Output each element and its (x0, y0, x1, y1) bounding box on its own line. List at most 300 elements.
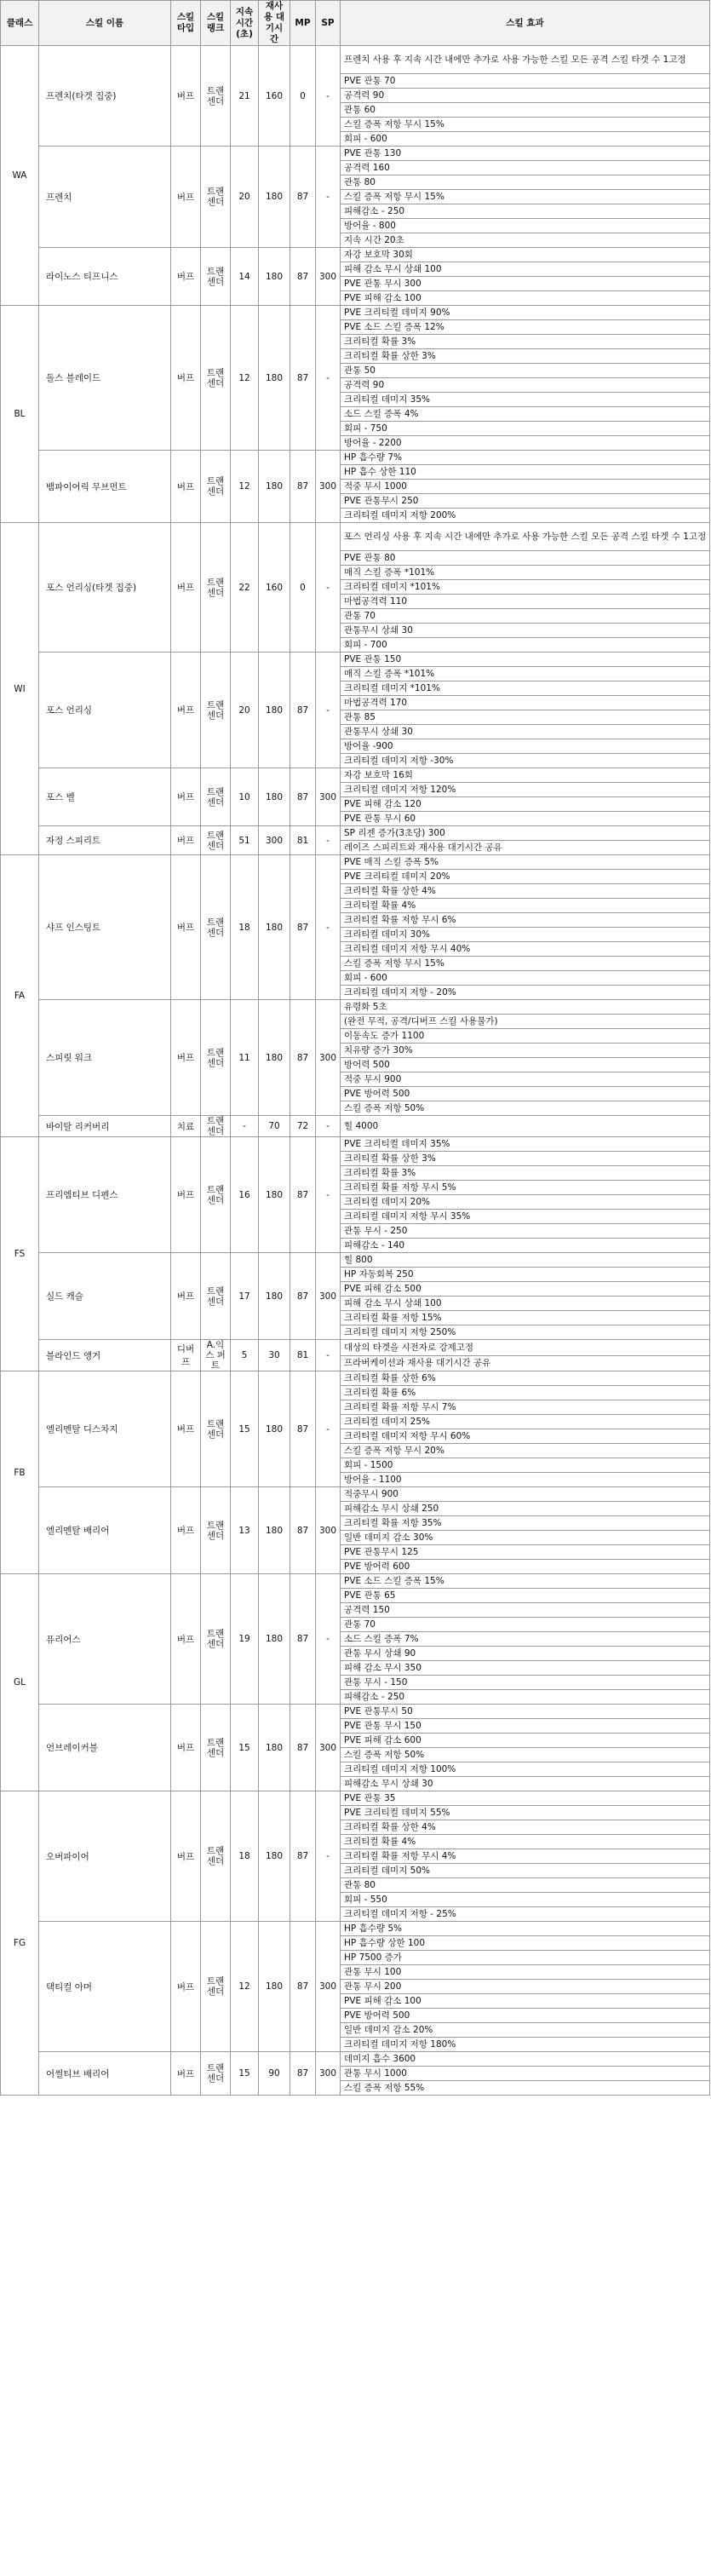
skill-sp: - (316, 1371, 341, 1487)
skill-name: 바이탈 리커버리 (39, 1116, 171, 1137)
table-row (1, 653, 710, 667)
skill-effect: PVE 관통 무시 60 (341, 812, 710, 826)
skill-mp: 87 (290, 1253, 316, 1340)
skill-effect: 프렌치 사용 후 지속 시간 내에만 추가로 사용 가능한 스킬 모든 공격 스킬 타겟 수 1고정 (341, 46, 710, 74)
skill-duration: 18 (231, 855, 259, 1000)
skill-cooldown: 180 (259, 1574, 290, 1705)
skill-cooldown: 180 (259, 768, 290, 826)
skill-cooldown: 180 (259, 147, 290, 248)
table-row (1, 1340, 710, 1356)
skill-cooldown: 90 (259, 2052, 290, 2096)
skill-effect: PVE 관통 무시 150 (341, 1719, 710, 1734)
skill-name: 자정 스피리트 (39, 826, 171, 855)
skill-mp: 87 (290, 147, 316, 248)
skill-effect: 스킬 증폭 저항 50% (341, 1748, 710, 1762)
skill-effect: 크리티컬 데미지 저항 250% (341, 1325, 710, 1340)
table-row (1, 826, 710, 841)
class-cell: WI (1, 523, 39, 855)
skill-duration: 15 (231, 1705, 259, 1791)
skill-effect: PVE 관통 150 (341, 653, 710, 667)
skill-name: 프렌치(타겟 집중) (39, 46, 171, 147)
skill-effect: PVE 크리티컬 데미지 90% (341, 306, 710, 320)
skill-name: 라이노스 티프니스 (39, 248, 171, 306)
skill-type: 버프 (171, 147, 201, 248)
skill-effect: 피해감소 무시 상쇄 250 (341, 1502, 710, 1516)
skill-duration: 15 (231, 1371, 259, 1487)
skill-effect: 크리티컬 데미지 저항 무시 35% (341, 1210, 710, 1224)
table-row (1, 248, 710, 262)
skill-mp: 87 (290, 1371, 316, 1487)
skill-effect: 크리티컬 확률 3% (341, 1166, 710, 1181)
table-row (1, 306, 710, 320)
skill-effect: 일반 데미지 감소 30% (341, 1531, 710, 1545)
skill-mp: 81 (290, 1340, 316, 1371)
skill-effect: 스킬 증폭 저항 무시 15% (341, 957, 710, 971)
skill-duration: 15 (231, 2052, 259, 2096)
skill-type: 버프 (171, 248, 201, 306)
skill-duration: 21 (231, 46, 259, 147)
skill-effect: 크리티컬 데미지 저항 100% (341, 1762, 710, 1777)
skill-effect: PVE 피해 감소 100 (341, 291, 710, 306)
skill-effect: 회피 - 700 (341, 638, 710, 653)
skill-effect: HP 흡수량 상한 100 (341, 1936, 710, 1951)
skill-effect: 크리티컬 데미지 저항 - 25% (341, 1907, 710, 1922)
skill-effect: 크리티컬 확률 상한 4% (341, 1820, 710, 1835)
header-skill-type: 스킬 타입 (171, 1, 201, 46)
skill-name: 퓨리어스 (39, 1574, 171, 1705)
skill-effect: PVE 방어력 500 (341, 2009, 710, 2023)
skill-effect: PVE 크리티컬 데미지 35% (341, 1137, 710, 1152)
skill-effect: 힐 4000 (341, 1116, 710, 1137)
skill-effect: 크리티컬 데미지 30% (341, 928, 710, 942)
skill-effect: 피해감소 - 250 (341, 1690, 710, 1705)
skill-cooldown: 180 (259, 1791, 290, 1922)
table-row (1, 1574, 710, 1589)
skill-duration: 17 (231, 1253, 259, 1340)
skill-name: 샤프 인스팅트 (39, 855, 171, 1000)
skill-effect: 크리티컬 확률 저항 무시 4% (341, 1849, 710, 1864)
skill-effect: 크리티컬 데미지 저항 - 20% (341, 986, 710, 1000)
skill-name: 뱀파이어릭 무브먼트 (39, 451, 171, 523)
skill-cooldown: 180 (259, 653, 290, 768)
class-cell: WA (1, 46, 39, 306)
skill-effect: PVE 관통 65 (341, 1589, 710, 1603)
skill-effect: 피해 감소 무시 상쇄 100 (341, 262, 710, 277)
skill-effect: PVE 관통 무시 300 (341, 277, 710, 291)
skill-effect: (완전 무적, 공격/디버프 스킬 사용불가) (341, 1015, 710, 1029)
skill-sp: - (316, 306, 341, 451)
skill-effect: 매직 스킬 증폭 *101% (341, 667, 710, 681)
skill-effect: PVE 크리티컬 데미지 55% (341, 1806, 710, 1820)
skill-sp: 300 (316, 248, 341, 306)
skill-rank: 트랜 센더 (201, 1371, 231, 1487)
table-row (1, 523, 710, 551)
skill-effect: 지속 시간 20초 (341, 233, 710, 248)
header-sp: SP (316, 1, 341, 46)
skill-effect: 적중 무시 1000 (341, 480, 710, 494)
skill-rank: 트랜 센더 (201, 1922, 231, 2052)
skill-name: 오버파이어 (39, 1791, 171, 1922)
table-row (1, 1000, 710, 1015)
skill-effect: 관통무시 상쇄 30 (341, 725, 710, 739)
skill-type: 디버프 (171, 1340, 201, 1371)
skill-effect: 마법공격력 110 (341, 595, 710, 609)
skill-effect: 유령화 5초 (341, 1000, 710, 1015)
skill-effect: 스킬 증폭 저항 무시 15% (341, 190, 710, 204)
skill-sp: 300 (316, 1253, 341, 1340)
skill-sp: - (316, 653, 341, 768)
skill-effect: 이동속도 증가 1100 (341, 1029, 710, 1044)
skill-effect: 크리티컬 데미지 저항 120% (341, 783, 710, 797)
skill-effect: HP 흡수 상한 110 (341, 465, 710, 480)
skill-mp: 87 (290, 2052, 316, 2096)
skill-effect: 크리티컬 확률 3% (341, 335, 710, 349)
skill-mp: 87 (290, 1000, 316, 1116)
skill-rank: 트랜 센더 (201, 523, 231, 653)
skill-effect: 크리티컬 확률 상한 3% (341, 1152, 710, 1166)
table-row (1, 1253, 710, 1268)
skill-effect: PVE 크리티컬 데미지 20% (341, 870, 710, 884)
skill-effect: 크리티컬 데미지 저항 180% (341, 2038, 710, 2052)
skill-mp: 87 (290, 1137, 316, 1253)
skill-mp: 0 (290, 46, 316, 147)
skill-type: 버프 (171, 826, 201, 855)
skill-duration: 10 (231, 768, 259, 826)
skill-effect: 관통 80 (341, 1878, 710, 1893)
skill-effect: 방어율 - 2200 (341, 436, 710, 451)
table-row (1, 768, 710, 783)
skill-mp: 87 (290, 451, 316, 523)
skill-effect: PVE 관통 80 (341, 551, 710, 566)
skill-cooldown: 180 (259, 1253, 290, 1340)
skill-effect: 관통 80 (341, 175, 710, 190)
skill-type: 버프 (171, 855, 201, 1000)
table-row (1, 1487, 710, 1502)
table-row (1, 147, 710, 161)
skill-effect: 포스 언리싱 사용 후 지속 시간 내에만 추가로 사용 가능한 스킬 모든 공격 스킬 타겟 수 1고정 (341, 523, 710, 551)
skill-rank: 트랜 센더 (201, 768, 231, 826)
header-effect: 스킬 효과 (341, 1, 710, 46)
skill-rank: 트랜 센더 (201, 147, 231, 248)
skill-rank: 트랜 센더 (201, 306, 231, 451)
skill-sp: 300 (316, 768, 341, 826)
skill-duration: 12 (231, 1922, 259, 2052)
skill-rank: 트랜 센더 (201, 248, 231, 306)
skill-effect: PVE 피해 감소 500 (341, 1282, 710, 1297)
skill-type: 버프 (171, 653, 201, 768)
skill-effect: 관통 70 (341, 609, 710, 624)
skill-effect: PVE 관통무시 50 (341, 1705, 710, 1719)
skill-effect: 회피 - 550 (341, 1893, 710, 1907)
skill-effect: 피해감소 - 250 (341, 204, 710, 219)
skill-effect: 크리티컬 데미지 *101% (341, 681, 710, 696)
skill-effect: 크리티컬 확률 저항 35% (341, 1516, 710, 1531)
skill-type: 버프 (171, 1137, 201, 1253)
class-cell: GL (1, 1574, 39, 1791)
skill-effect: 크리티컬 확률 6% (341, 1386, 710, 1400)
skill-type: 버프 (171, 1000, 201, 1116)
skill-cooldown: 30 (259, 1340, 290, 1371)
skill-name: 엘리멘탈 배리어 (39, 1487, 171, 1574)
skill-effect: 관통 무시 상쇄 90 (341, 1647, 710, 1661)
skill-sp: - (316, 1116, 341, 1137)
skill-effect: PVE 관통 35 (341, 1791, 710, 1806)
skill-effect: 관통 무시 - 150 (341, 1676, 710, 1690)
skill-name: 프리엠티브 디펜스 (39, 1137, 171, 1253)
table-row (1, 2052, 710, 2067)
skill-effect: 크리티컬 확률 상한 3% (341, 349, 710, 364)
skill-name: 엘리멘탈 디스차지 (39, 1371, 171, 1487)
skill-cooldown: 160 (259, 523, 290, 653)
skill-rank: 트랜 센더 (201, 826, 231, 855)
skill-type: 버프 (171, 451, 201, 523)
skill-effect: 크리티컬 확률 저항 15% (341, 1311, 710, 1325)
skill-effect: 소드 스킬 증폭 4% (341, 407, 710, 422)
skill-type: 버프 (171, 1253, 201, 1340)
class-cell: FG (1, 1791, 39, 2096)
skill-mp: 87 (290, 306, 316, 451)
skill-type: 버프 (171, 1791, 201, 1922)
skill-effect: PVE 관통 70 (341, 74, 710, 89)
skill-rank: 트랜 센더 (201, 1791, 231, 1922)
skill-rank: 트랜 센더 (201, 653, 231, 768)
skill-effect: 스킬 증폭 저항 55% (341, 2081, 710, 2096)
table-row (1, 855, 710, 870)
skill-mp: 81 (290, 826, 316, 855)
skill-effect: 관통 무시 100 (341, 1965, 710, 1980)
skill-type: 버프 (171, 1371, 201, 1487)
skill-sp: - (316, 1791, 341, 1922)
skill-name: 프렌치 (39, 147, 171, 248)
skill-type: 버프 (171, 768, 201, 826)
skill-effect: 관통 50 (341, 364, 710, 378)
skill-effect: 공격력 90 (341, 378, 710, 393)
skill-effect: PVE 매직 스킬 증폭 5% (341, 855, 710, 870)
skill-effect: 관통 무시 200 (341, 1980, 710, 1994)
skill-effect: 크리티컬 확률 4% (341, 899, 710, 913)
skill-effect: 피해감소 - 140 (341, 1239, 710, 1253)
skill-effect: 회피 - 750 (341, 422, 710, 436)
table-row (1, 1922, 710, 1936)
skill-duration: 18 (231, 1791, 259, 1922)
skill-cooldown: 180 (259, 1137, 290, 1253)
skill-effect: PVE 피해 감소 120 (341, 797, 710, 812)
skill-mp: 0 (290, 523, 316, 653)
skill-duration: 11 (231, 1000, 259, 1116)
class-cell: FS (1, 1137, 39, 1371)
skill-effect: 치유량 증가 30% (341, 1044, 710, 1058)
skill-name: 포스 벨 (39, 768, 171, 826)
header-skill-name: 스킬 이름 (39, 1, 171, 46)
skill-effect: 방어율 -900 (341, 739, 710, 754)
skill-cooldown: 300 (259, 826, 290, 855)
skill-type: 버프 (171, 306, 201, 451)
header-class: 클래스 (1, 1, 39, 46)
skill-mp: 72 (290, 1116, 316, 1137)
skill-effect: 공격력 160 (341, 161, 710, 175)
skill-mp: 87 (290, 1487, 316, 1574)
skill-effect: 관통 85 (341, 710, 710, 725)
skill-duration: 12 (231, 306, 259, 451)
skill-rank: 트랜 센더 (201, 1116, 231, 1137)
table-row (1, 1371, 710, 1386)
skill-mp: 87 (290, 1791, 316, 1922)
skill-sp: - (316, 523, 341, 653)
skill-duration: 13 (231, 1487, 259, 1574)
skill-sp: 300 (316, 1000, 341, 1116)
table-row (1, 451, 710, 465)
skill-effect: 크리티컬 데미지 저항 무시 60% (341, 1429, 710, 1444)
skill-effect: HP 흡수량 7% (341, 451, 710, 465)
skill-rank: 트랜 센더 (201, 1574, 231, 1705)
skill-effect: 크리티컬 데미지 저항 200% (341, 509, 710, 523)
skill-effect: 피해감소 무시 상쇄 30 (341, 1777, 710, 1791)
skill-effect: 크리티컬 데미지 저항 -30% (341, 754, 710, 768)
skill-sp: - (316, 1574, 341, 1705)
skill-effect: 크리티컬 데미지 25% (341, 1415, 710, 1429)
skill-effect: 공격력 150 (341, 1603, 710, 1618)
skill-table-body (1, 46, 710, 2096)
skill-mp: 87 (290, 1705, 316, 1791)
skill-effect: 크리티컬 데미지 20% (341, 1195, 710, 1210)
skill-effect: 자강 보호막 30회 (341, 248, 710, 262)
skill-cooldown: 180 (259, 855, 290, 1000)
skill-sp: - (316, 147, 341, 248)
skill-rank: 트랜 센더 (201, 1487, 231, 1574)
skill-effect: 크리티컬 확률 상한 4% (341, 884, 710, 899)
skill-name: 택티컬 아머 (39, 1922, 171, 2052)
skill-duration: 20 (231, 147, 259, 248)
skill-type: 버프 (171, 2052, 201, 2096)
skill-mp: 87 (290, 248, 316, 306)
skill-rank: 트랜 센더 (201, 451, 231, 523)
table-row (1, 1116, 710, 1137)
class-cell: BL (1, 306, 39, 523)
skill-effect: 스킬 증폭 저항 50% (341, 1101, 710, 1116)
skill-effect: 크리티컬 데미지 50% (341, 1864, 710, 1878)
header-skill-rank: 스킬 랭크 (201, 1, 231, 46)
skill-rank: 트랜 센더 (201, 855, 231, 1000)
skill-effect: PVE 관통무시 250 (341, 494, 710, 509)
skill-effect: 피해 감소 무시 상쇄 100 (341, 1297, 710, 1311)
skill-effect: 크리티컬 확률 저항 무시 5% (341, 1181, 710, 1195)
skill-duration: 22 (231, 523, 259, 653)
skill-mp: 87 (290, 653, 316, 768)
skill-name: 실드 캐슬 (39, 1253, 171, 1340)
skill-effect: 크리티컬 데미지 *101% (341, 580, 710, 595)
skill-effect: 관통 무시 - 250 (341, 1224, 710, 1239)
skill-rank: 트랜 센더 (201, 46, 231, 147)
skill-sp: - (316, 46, 341, 147)
class-cell: FB (1, 1371, 39, 1574)
skill-effect: 공격력 90 (341, 89, 710, 103)
skill-effect: 회피 - 600 (341, 132, 710, 147)
skill-sp: - (316, 1137, 341, 1253)
skill-type: 버프 (171, 1574, 201, 1705)
skill-effect: 관통 무시 1000 (341, 2067, 710, 2081)
skill-cooldown: 180 (259, 306, 290, 451)
skill-rank: 트랜 센더 (201, 1000, 231, 1116)
skill-name: 어썰티브 배리어 (39, 2052, 171, 2096)
skill-effect: 대상의 타겟을 시전자로 강제고정 (341, 1340, 710, 1356)
skill-effect: HP 7500 증가 (341, 1951, 710, 1965)
skill-duration: 5 (231, 1340, 259, 1371)
skill-rank: 트랜 센더 (201, 1137, 231, 1253)
skill-type: 치료 (171, 1116, 201, 1137)
skill-effect: 회피 - 600 (341, 971, 710, 986)
skill-cooldown: 180 (259, 1705, 290, 1791)
header-cooldown: 재사용 대기시간 (259, 1, 290, 46)
skill-duration: 51 (231, 826, 259, 855)
skill-effect: 마법공격력 170 (341, 696, 710, 710)
class-cell: FA (1, 855, 39, 1137)
skill-effect: 힐 800 (341, 1253, 710, 1268)
skill-sp: 300 (316, 451, 341, 523)
skill-effect: 크리티컬 확률 4% (341, 1835, 710, 1849)
table-row (1, 1791, 710, 1806)
skill-name: 블라인드 앵거 (39, 1340, 171, 1371)
skill-effect: 크리티컬 확률 저항 무시 7% (341, 1400, 710, 1415)
skill-effect: 방어율 - 1100 (341, 1473, 710, 1487)
skill-effect: 데미지 흡수 3600 (341, 2052, 710, 2067)
skill-duration: - (231, 1116, 259, 1137)
skill-mp: 87 (290, 855, 316, 1000)
skill-effect: 방어율 - 800 (341, 219, 710, 233)
skill-sp: 300 (316, 1487, 341, 1574)
skill-cooldown: 180 (259, 451, 290, 523)
skill-effect: PVE 방어력 600 (341, 1560, 710, 1574)
skill-effect: PVE 소드 스킬 증폭 12% (341, 320, 710, 335)
skill-effect: 일반 데미지 감소 20% (341, 2023, 710, 2038)
skill-effect: PVE 소드 스킬 증폭 15% (341, 1574, 710, 1589)
skill-rank: A.익스 퍼트 (201, 1340, 231, 1371)
skill-type: 버프 (171, 46, 201, 147)
skill-name: 돌스 블레이드 (39, 306, 171, 451)
skill-effect: 피해 감소 무시 350 (341, 1661, 710, 1676)
skill-effect: 자강 보호막 16회 (341, 768, 710, 783)
skill-type: 버프 (171, 1922, 201, 2052)
skill-effect: PVE 관통무시 125 (341, 1545, 710, 1560)
skill-effect: 크리티컬 데미지 저항 무시 40% (341, 942, 710, 957)
header-mp: MP (290, 1, 316, 46)
skill-cooldown: 180 (259, 1487, 290, 1574)
skill-sp: 300 (316, 2052, 341, 2096)
skill-effect: 회피 - 1500 (341, 1458, 710, 1473)
skill-effect: PVE 방어력 500 (341, 1087, 710, 1101)
table-row (1, 1705, 710, 1719)
skill-sp: 300 (316, 1922, 341, 2052)
skill-sp: - (316, 855, 341, 1000)
skill-type: 버프 (171, 523, 201, 653)
skill-duration: 16 (231, 1137, 259, 1253)
skill-effect: PVE 피해 감소 100 (341, 1994, 710, 2009)
skill-effect: 소드 스킬 증폭 7% (341, 1632, 710, 1647)
skill-effect: PVE 피해 감소 600 (341, 1734, 710, 1748)
table-row (1, 1137, 710, 1152)
skill-effect: 관통 60 (341, 103, 710, 118)
skill-duration: 20 (231, 653, 259, 768)
table-row (1, 46, 710, 74)
skill-effect: 방어력 500 (341, 1058, 710, 1072)
skill-effect: 관통무시 상쇄 30 (341, 624, 710, 638)
skill-effect: 크리티컬 데미지 35% (341, 393, 710, 407)
skill-effect: 매직 스킬 증폭 *101% (341, 566, 710, 580)
skill-cooldown: 160 (259, 46, 290, 147)
skill-name: 포스 언리싱 (39, 653, 171, 768)
skill-effect: 적중 무시 900 (341, 1072, 710, 1087)
skill-mp: 87 (290, 1574, 316, 1705)
skill-effect: 크리티컬 확률 상한 6% (341, 1371, 710, 1386)
